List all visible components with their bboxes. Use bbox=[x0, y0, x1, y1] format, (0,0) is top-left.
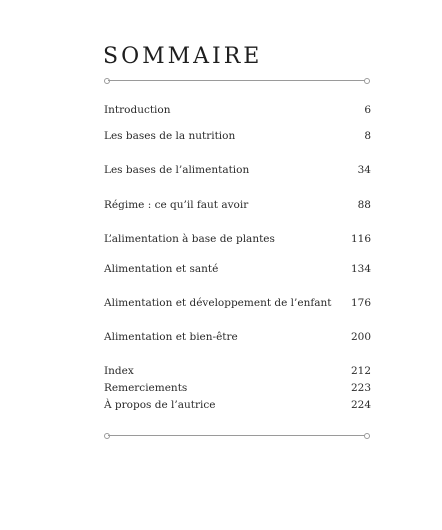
toc-entry-acknowledgements[interactable] bbox=[104, 380, 371, 396]
divider-left-ornament bbox=[104, 433, 110, 439]
toc-entry-nutrition-basics[interactable] bbox=[104, 128, 371, 144]
divider-line bbox=[108, 80, 366, 81]
toc-entry-plant-based[interactable] bbox=[104, 231, 371, 247]
toc-entry-label: À propos de l’autrice bbox=[104, 399, 216, 411]
toc-entry-page-number: 224 bbox=[350, 399, 371, 411]
divider-line bbox=[108, 435, 366, 436]
toc-entry-introduction[interactable] bbox=[104, 102, 371, 118]
toc-entry-label: Les bases de la nutrition bbox=[104, 130, 236, 142]
toc-entry-page-number: 6 bbox=[364, 104, 371, 116]
toc-entry-page-number: 34 bbox=[357, 164, 371, 176]
toc-entry-label: Remerciements bbox=[104, 382, 188, 394]
toc-entry-page-number: 223 bbox=[350, 382, 371, 394]
divider-right-ornament bbox=[364, 78, 370, 84]
bottom-divider bbox=[104, 433, 370, 439]
toc-entry-label: Alimentation et bien-être bbox=[104, 331, 238, 343]
toc-entry-label: Index bbox=[104, 365, 134, 377]
toc-entry-diet[interactable] bbox=[104, 197, 371, 213]
toc-entry-food-basics[interactable] bbox=[104, 162, 371, 178]
toc-entry-label: Alimentation et développement de l’enfant bbox=[104, 297, 332, 309]
toc-entry-about-author[interactable] bbox=[104, 397, 371, 413]
toc-entry-page-number: 116 bbox=[350, 233, 371, 245]
toc-entry-label: Régime : ce qu’il faut avoir bbox=[104, 199, 249, 211]
top-divider bbox=[104, 78, 370, 84]
toc-entry-wellbeing[interactable] bbox=[104, 329, 371, 345]
page-title: SOMMAIRE bbox=[103, 44, 263, 69]
toc-entry-label: L’alimentation à base de plantes bbox=[104, 233, 275, 245]
toc-entry-label: Introduction bbox=[104, 104, 171, 116]
toc-entry-page-number: 176 bbox=[350, 297, 371, 309]
toc-entry-index[interactable] bbox=[104, 363, 371, 379]
divider-left-ornament bbox=[104, 78, 110, 84]
divider-right-ornament bbox=[364, 433, 370, 439]
toc-entry-page-number: 8 bbox=[364, 130, 371, 142]
toc-entry-page-number: 88 bbox=[357, 199, 371, 211]
toc-entry-page-number: 134 bbox=[350, 263, 371, 275]
toc-entry-label: Alimentation et santé bbox=[104, 263, 219, 275]
toc-entry-page-number: 200 bbox=[350, 331, 371, 343]
toc-entry-label: Les bases de l’alimentation bbox=[104, 164, 250, 176]
toc-entry-child-development[interactable] bbox=[104, 295, 371, 311]
toc-entry-page-number: 212 bbox=[350, 365, 371, 377]
toc-entry-health[interactable] bbox=[104, 261, 371, 277]
